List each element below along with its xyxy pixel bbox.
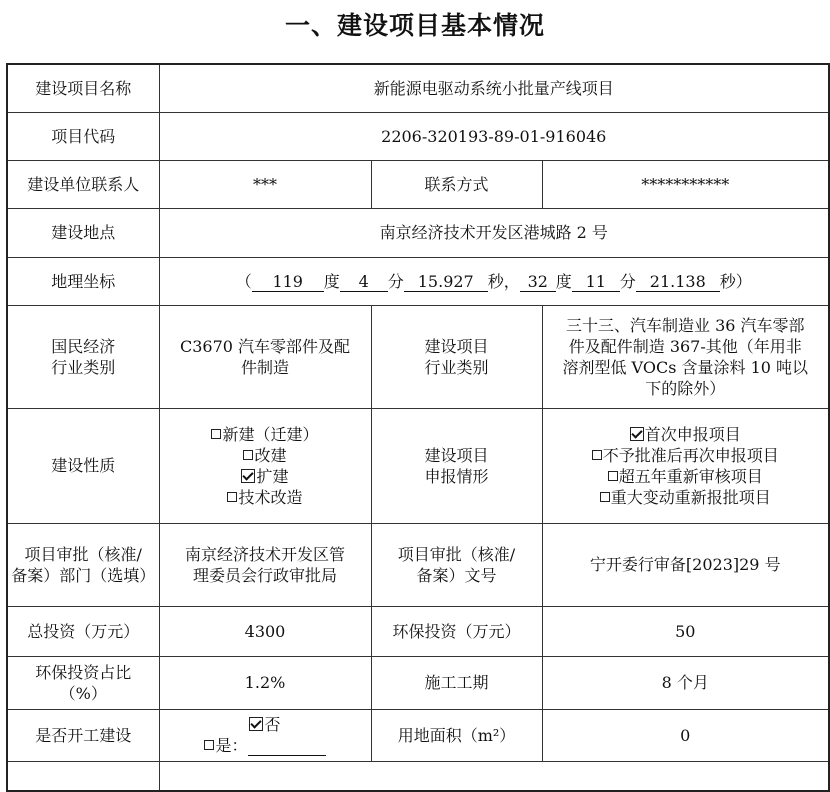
land-area-label: 用地面积（m²）: [371, 709, 542, 761]
project-name-value: 新能源电驱动系统小批量产线项目: [159, 64, 829, 112]
env-ratio-value: 1.2%: [159, 656, 371, 709]
started-option-no[interactable]: 否: [163, 714, 368, 735]
report-option-first[interactable]: 首次申报项目: [546, 424, 826, 445]
construction-period-value: 8 个月: [542, 656, 829, 709]
sec-unit: 秒，: [487, 271, 520, 291]
checkbox-icon[interactable]: [227, 492, 237, 502]
checkbox-checked-icon[interactable]: [249, 717, 263, 731]
approval-doc-value: 宁开委行审备[2023]29 号: [542, 523, 829, 606]
approval-doc-label: 项目审批（核准/ 备案）文号: [371, 523, 542, 606]
longitude-seconds: 15.927: [404, 273, 488, 292]
coords-value: [159, 257, 829, 305]
nature-option-rebuild[interactable]: 改建: [163, 445, 368, 466]
page-title: 一、建设项目基本情况: [284, 11, 545, 40]
industry-value: C3670 汽车零部件及配 件制造: [159, 305, 371, 408]
project-info-table: [6, 63, 830, 792]
checkbox-checked-icon[interactable]: [241, 469, 255, 483]
row-project-name: [7, 64, 829, 112]
started-option-yes[interactable]: 是：: [163, 735, 368, 756]
row-industry: [7, 305, 829, 408]
checkbox-icon[interactable]: [243, 450, 253, 460]
row-approval: [7, 523, 829, 606]
nature-option-new[interactable]: 新建（迁建）: [163, 424, 368, 445]
total-investment-label: 总投资（万元）: [7, 606, 159, 656]
project-code-value: 2206-320193-89-01-916046: [159, 112, 829, 160]
latitude-minutes: 11: [572, 273, 620, 292]
project-name-label: 建设项目名称: [7, 64, 159, 112]
env-investment-value: 50: [542, 606, 829, 656]
project-code-label: 项目代码: [7, 112, 159, 160]
contact-method-label: 联系方式: [371, 160, 542, 208]
deg-unit: 度: [555, 271, 572, 291]
contact-label: 建设单位联系人: [7, 160, 159, 208]
industry-category-label: 建设项目 行业类别: [371, 305, 542, 408]
approval-dept-label: 项目审批（核准/ 备案）部门（选填）: [7, 523, 159, 606]
nature-label: 建设性质: [7, 408, 159, 523]
min-unit: 分: [387, 271, 404, 291]
checkbox-icon[interactable]: [600, 492, 610, 502]
row-investment: [7, 606, 829, 656]
coords-label: 地理坐标: [7, 257, 159, 305]
industry-category-value: 三十三、汽车制造业 36 汽车零部 件及配件制造 367-其他（年用非 溶剂型低 VOCs 含量涂料 10 吨以 下的除外）: [542, 305, 829, 408]
env-investment-label: 环保投资（万元）: [371, 606, 542, 656]
industry-label: 国民经济 行业类别: [7, 305, 159, 408]
started-options: [159, 709, 371, 761]
report-option-major-change[interactable]: 重大变动重新报批项目: [546, 487, 826, 508]
checkbox-icon[interactable]: [608, 471, 618, 481]
contact-method-value: ***********: [542, 160, 829, 208]
contact-value: ***: [159, 160, 371, 208]
report-label: 建设项目 申报情形: [371, 408, 542, 523]
started-yes-field[interactable]: [248, 737, 326, 756]
land-area-value: 0: [542, 709, 829, 761]
row-nature: [7, 408, 829, 523]
total-investment-value: 4300: [159, 606, 371, 656]
location-value: 南京经济技术开发区港城路 2 号: [159, 208, 829, 257]
coords-open: （: [235, 271, 252, 291]
nature-options: [159, 408, 371, 523]
row-location: [7, 208, 829, 257]
deg-unit: 度: [323, 271, 340, 291]
nature-option-tech[interactable]: 技术改造: [163, 487, 368, 508]
approval-dept-value: 南京经济技术开发区管 理委员会行政审批局: [159, 523, 371, 606]
checkbox-icon[interactable]: [211, 429, 221, 439]
checkbox-icon[interactable]: [592, 450, 602, 460]
report-options: [542, 408, 829, 523]
checkbox-icon[interactable]: [204, 740, 214, 750]
started-label: 是否开工建设: [7, 709, 159, 761]
longitude-degrees: 119: [252, 273, 324, 292]
report-option-resubmit[interactable]: 不予批准后再次申报项目: [546, 445, 826, 466]
longitude-minutes: 4: [340, 273, 388, 292]
row-contact: [7, 160, 829, 208]
location-label: 建设地点: [7, 208, 159, 257]
report-option-five-year[interactable]: 超五年重新审核项目: [546, 466, 826, 487]
env-ratio-label: 环保投资占比 （%）: [7, 656, 159, 709]
row-ratio: [7, 656, 829, 709]
latitude-seconds: 21.138: [636, 273, 720, 292]
min-unit: 分: [619, 271, 636, 291]
sec-close: 秒）: [719, 271, 752, 291]
checkbox-checked-icon[interactable]: [630, 427, 644, 441]
latitude-degrees: 32: [520, 273, 556, 292]
nature-option-expand[interactable]: 扩建: [163, 466, 368, 487]
row-coordinates: [7, 257, 829, 305]
row-project-code: [7, 112, 829, 160]
construction-period-label: 施工工期: [371, 656, 542, 709]
row-started: [7, 709, 829, 761]
